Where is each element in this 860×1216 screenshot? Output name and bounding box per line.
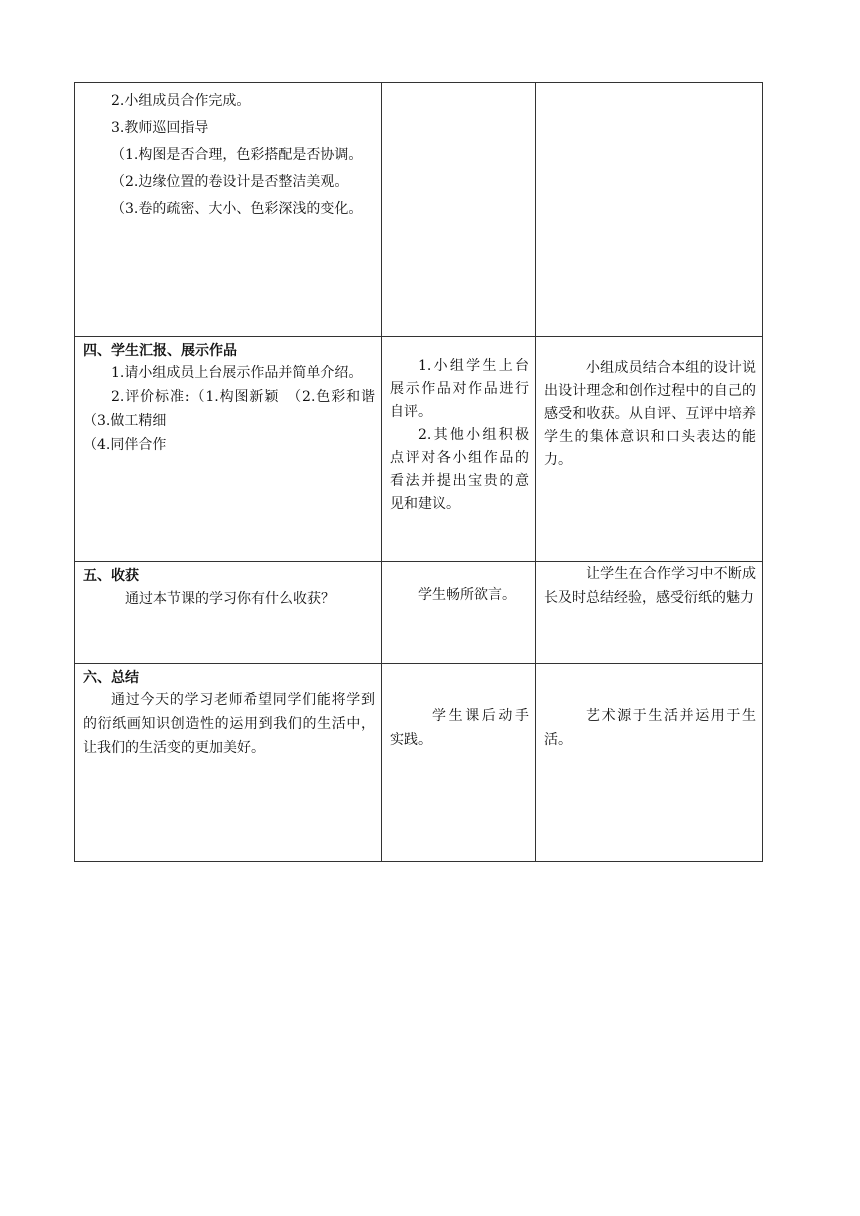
table-row xyxy=(75,83,763,337)
activity-cell xyxy=(75,562,382,664)
step-text: 2.小组成员合作完成。 xyxy=(111,93,251,109)
design-intent-cell xyxy=(536,83,763,337)
activity-cell xyxy=(75,664,382,862)
guidance-text: （1.构图是否合理，色彩搭配是否协调。 xyxy=(111,147,363,163)
design-intent-cell xyxy=(536,337,763,562)
step-text: 3.教师巡回指导 xyxy=(111,120,209,136)
step-text: 1.请小组成员上台展示作品并简单介绍。 xyxy=(111,365,363,381)
design-intent-cell xyxy=(536,664,763,862)
design-intent-text: 让学生在合作学习中不断成长及时总结经验，感受衍纸的魅力 xyxy=(544,566,756,606)
table-row xyxy=(75,337,763,562)
criteria-text: （4.同伴合作 xyxy=(83,437,167,453)
section-heading: 五、收获 xyxy=(83,568,139,584)
activity-cell xyxy=(75,337,389,562)
student-activity-text: 学生畅所欲言。 xyxy=(418,587,516,603)
design-intent-text: 艺术源于生活并运用于生活。 xyxy=(544,708,756,748)
design-intent-text: 小组成员结合本组的设计说出设计理念和创作过程中的自己的感受和收获。从自评、互评中培养学生的集体意识和口头表达的能力。 xyxy=(544,360,756,468)
activity-cell xyxy=(75,83,382,337)
criteria-text: 2.评价标准:（1.构图新颖 （2.色彩和谐 （3.做工精细 xyxy=(83,389,389,429)
student-activity-text: 1.小组学生上台展示作品对作品进行自评。 xyxy=(390,358,529,420)
table-row xyxy=(75,664,763,862)
student-activity-cell xyxy=(382,337,536,562)
section-heading: 六、总结 xyxy=(83,670,139,686)
guidance-text: （2.边缘位置的卷设计是否整洁美观。 xyxy=(111,174,349,190)
table-row xyxy=(75,562,763,664)
student-activity-cell xyxy=(382,83,536,337)
question-text: 通过本节课的学习你有什么收获？ xyxy=(125,591,335,607)
lesson-plan-table xyxy=(74,82,763,862)
student-activity-cell xyxy=(382,664,536,862)
section-heading: 四、学生汇报、展示作品 xyxy=(83,343,237,359)
summary-text: 通过今天的学习老师希望同学们能将学到的衍纸画知识创造性的运用到我们的生活中，让我们的生活变的更加美好。 xyxy=(83,692,375,756)
student-activity-text: 学生课后动手实践。 xyxy=(390,708,529,748)
design-intent-cell xyxy=(536,562,763,664)
student-activity-cell xyxy=(382,562,536,664)
student-activity-text: 2.其他小组积极点评对各小组作品的看法并提出宝贵的意见和建议。 xyxy=(390,427,529,512)
guidance-text: （3.卷的疏密、大小、色彩深浅的变化。 xyxy=(111,201,363,217)
